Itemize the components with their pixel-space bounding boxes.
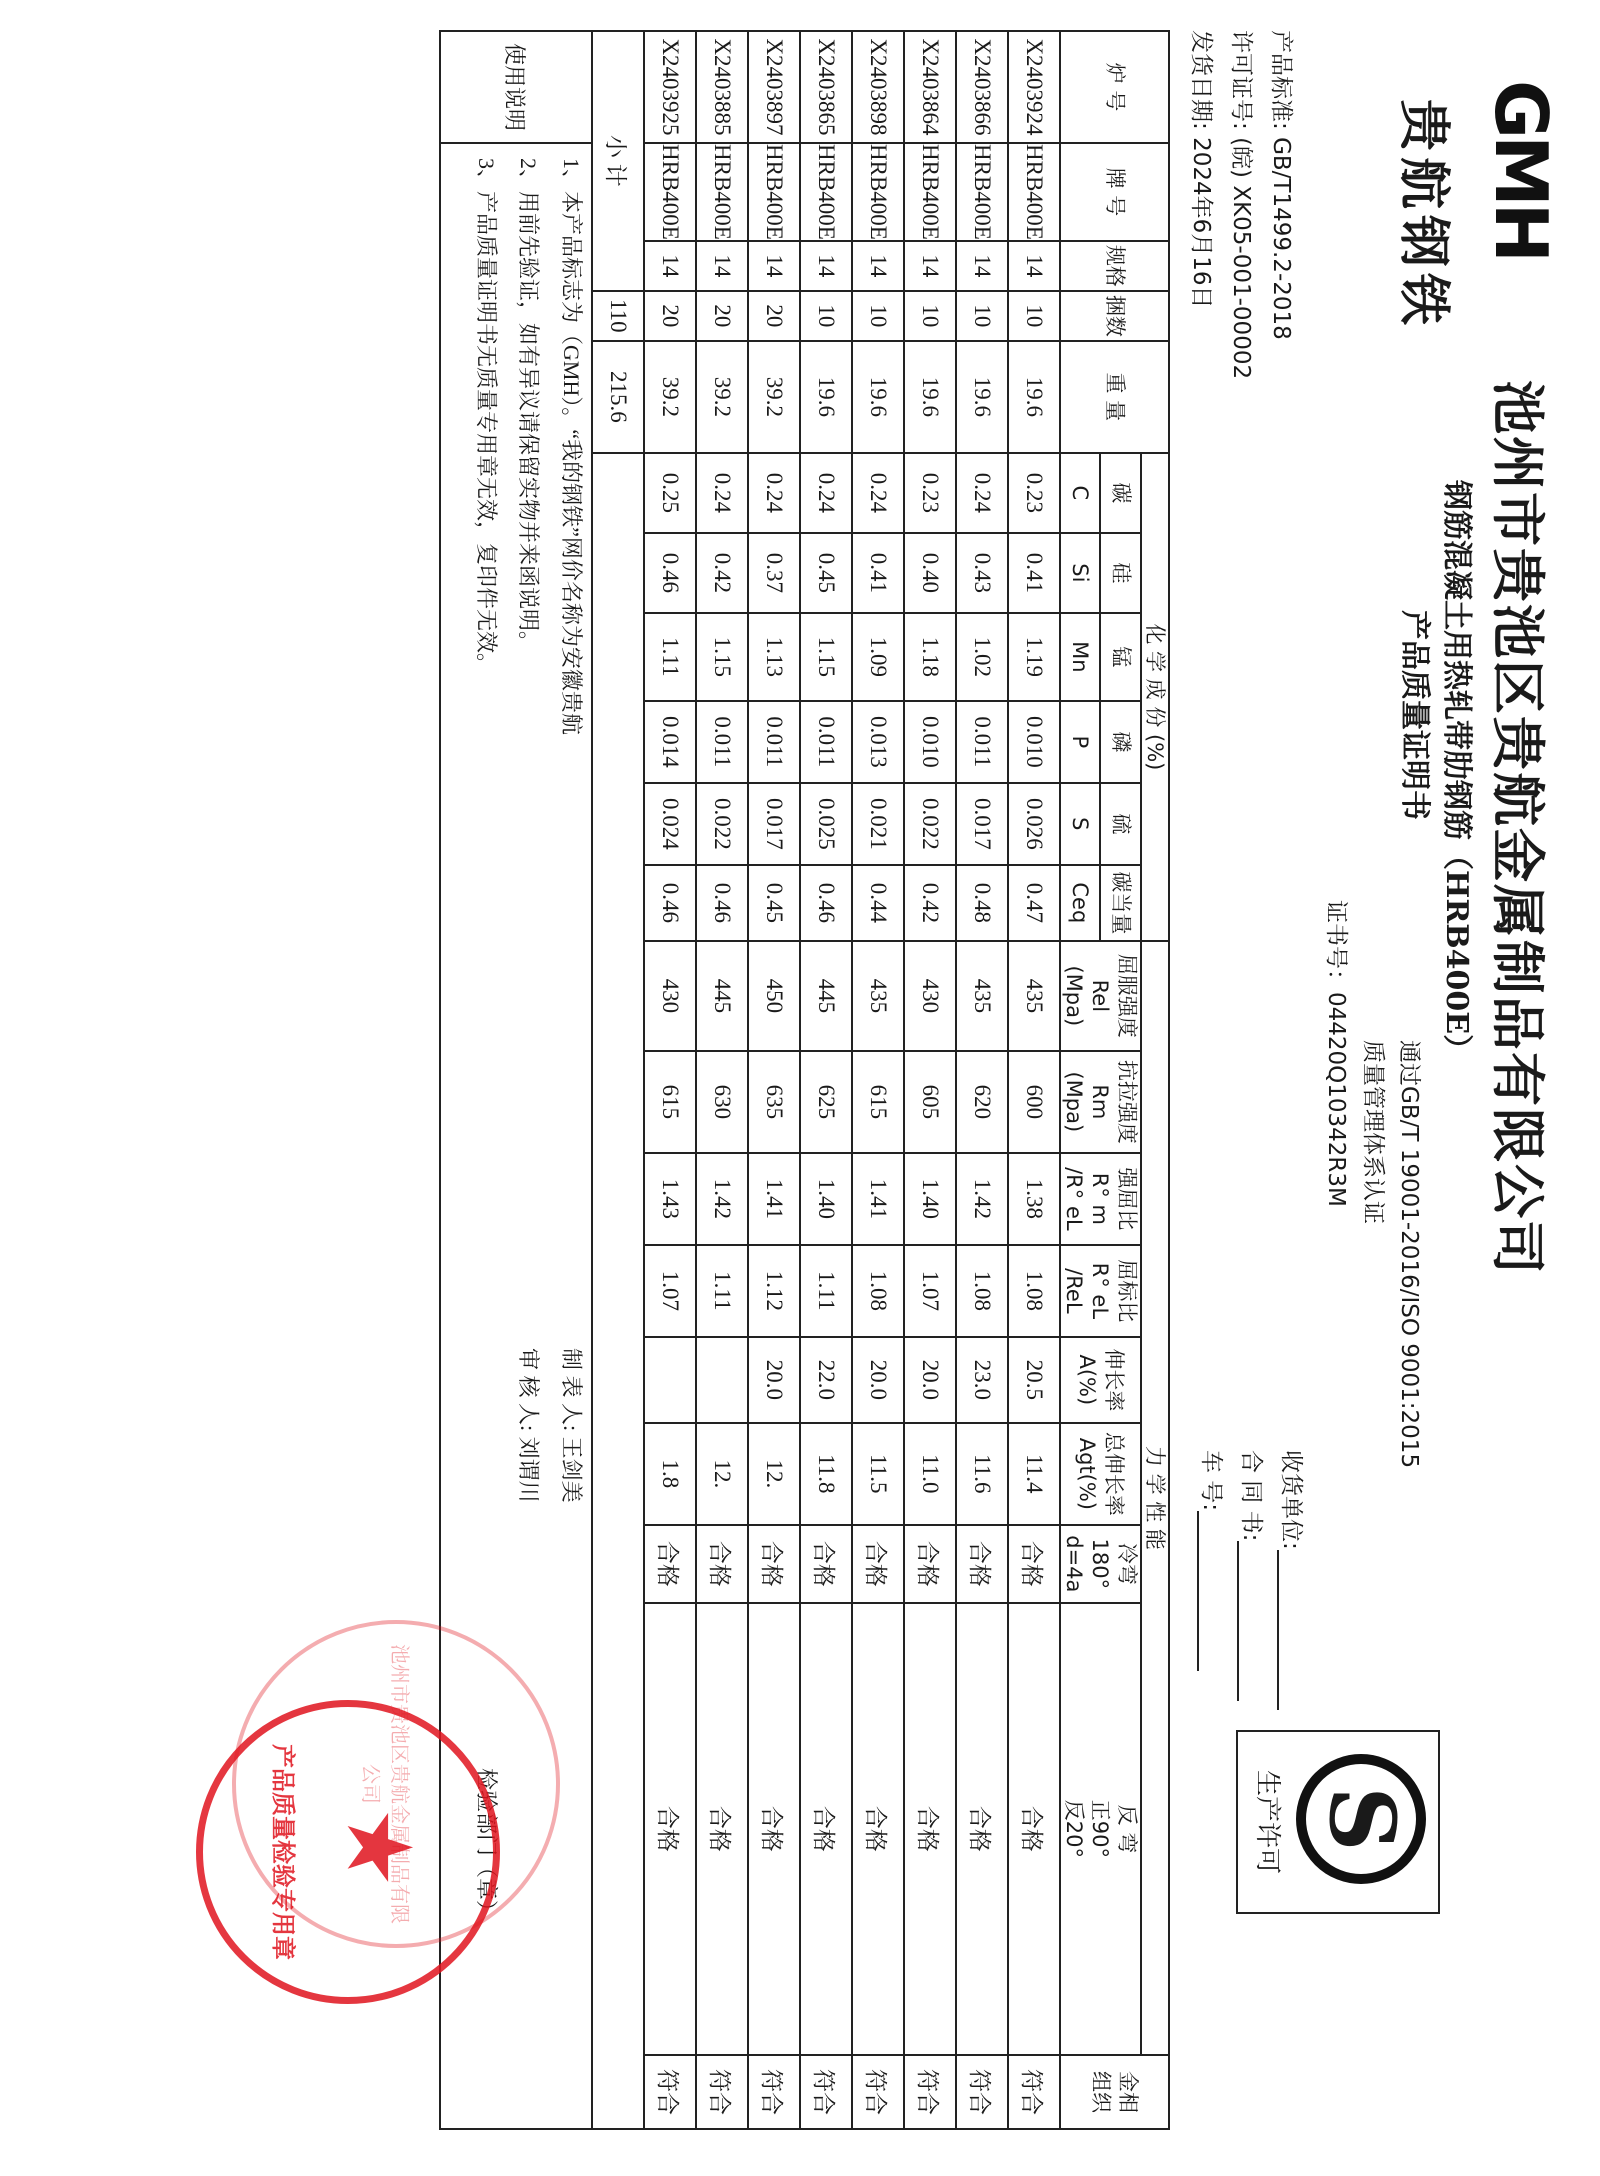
cell-weight: 19.6 xyxy=(1008,341,1060,453)
cell-agt: 11.5 xyxy=(852,1423,904,1525)
cell-bundles: 20 xyxy=(696,291,748,341)
cell-spec: 14 xyxy=(800,241,852,291)
bend-h1: 冷弯 xyxy=(1114,1542,1139,1585)
cell-p: 0.011 xyxy=(748,701,800,783)
a-h1: 伸长率 xyxy=(1101,1348,1126,1412)
maker-label: 制 表 人: xyxy=(559,1348,584,1432)
cell-a: 23.0 xyxy=(956,1337,1008,1423)
cell-ratio: 1.42 xyxy=(956,1153,1008,1245)
cell-agt: 11.4 xyxy=(1008,1423,1060,1525)
col-mn-en: Mn xyxy=(1060,613,1100,701)
cell-p: 0.011 xyxy=(696,701,748,783)
cell-p: 0.013 xyxy=(852,701,904,783)
cell-c: 0.24 xyxy=(800,453,852,533)
cell-furnace: X2403924 xyxy=(1008,31,1060,143)
cell-yield: 1.07 xyxy=(644,1245,696,1337)
yield-h3: /ReL xyxy=(1062,1268,1087,1314)
cell-rm: 625 xyxy=(800,1051,852,1153)
cell-bundles: 10 xyxy=(1008,291,1060,341)
cell-rel: 450 xyxy=(748,941,800,1051)
cell-ratio: 1.41 xyxy=(852,1153,904,1245)
cell-rebend: 合格 xyxy=(1008,1603,1060,2055)
cell-brand: HRB400E xyxy=(904,143,956,241)
cell-mn: 1.19 xyxy=(1008,613,1060,701)
cell-ratio: 1.40 xyxy=(904,1153,956,1245)
cell-brand: HRB400E xyxy=(644,143,696,241)
cell-furnace: X2403865 xyxy=(800,31,852,143)
cell-c: 0.24 xyxy=(748,453,800,533)
cell-p: 0.011 xyxy=(956,701,1008,783)
cell-rm: 600 xyxy=(1008,1051,1060,1153)
rm-h2: Rm xyxy=(1088,1084,1113,1120)
cell-rm: 630 xyxy=(696,1051,748,1153)
col-rel xyxy=(1060,941,1141,1051)
rebend-h2: 正90° xyxy=(1088,1799,1113,1859)
col-rebend xyxy=(1060,1603,1141,2055)
cell-metal: 符合 xyxy=(696,2055,748,2129)
contract-row xyxy=(1237,1450,1270,1701)
company-logo xyxy=(1393,80,1566,350)
vehicle-label: 车 号: xyxy=(1198,1450,1224,1512)
qs-icon: S xyxy=(1296,1754,1426,1884)
cell-furnace: X2403898 xyxy=(852,31,904,143)
cell-furnace: X2403864 xyxy=(904,31,956,143)
cell-rebend: 合格 xyxy=(748,1603,800,2055)
cell-brand: HRB400E xyxy=(696,143,748,241)
col-s-en: S xyxy=(1060,783,1100,865)
cell-s: 0.022 xyxy=(696,783,748,865)
cell-a xyxy=(696,1337,748,1423)
table-row xyxy=(956,31,1008,2129)
yield-h2: R° eL xyxy=(1088,1262,1113,1320)
cell-rebend: 合格 xyxy=(852,1603,904,2055)
cell-c: 0.23 xyxy=(1008,453,1060,533)
cell-furnace: X2403866 xyxy=(956,31,1008,143)
cell-ratio: 1.40 xyxy=(800,1153,852,1245)
table-row xyxy=(748,31,800,2129)
cell-si: 0.41 xyxy=(1008,533,1060,613)
cell-weight: 19.6 xyxy=(904,341,956,453)
cell-bend: 合格 xyxy=(748,1525,800,1603)
cell-metal: 符合 xyxy=(644,2055,696,2129)
standard-label: 产品标准: xyxy=(1268,30,1294,130)
col-bundles: 捆数 xyxy=(1060,291,1169,341)
cell-furnace: X2403925 xyxy=(644,31,696,143)
cell-a: 22.0 xyxy=(800,1337,852,1423)
consignee-label: 收货单位: xyxy=(1278,1450,1304,1550)
cell-s: 0.022 xyxy=(904,783,956,865)
table-row xyxy=(1008,31,1060,2129)
cell-mn: 1.11 xyxy=(644,613,696,701)
seal-text: 池州市贵池区贵航金属制品有限公司 xyxy=(359,1644,412,1924)
ratio-h1: 强屈比 xyxy=(1114,1167,1139,1231)
cell-bundles: 10 xyxy=(904,291,956,341)
cell-brand: HRB400E xyxy=(800,143,852,241)
cell-ceq: 0.44 xyxy=(852,865,904,941)
col-c: 碳 xyxy=(1100,453,1140,533)
cell-bundles: 10 xyxy=(956,291,1008,341)
table-row xyxy=(644,31,696,2129)
cell-mn: 1.18 xyxy=(904,613,956,701)
cell-rm: 615 xyxy=(644,1051,696,1153)
col-chem-group: 化 学 成 份 (%) xyxy=(1141,453,1169,941)
cell-a xyxy=(644,1337,696,1423)
col-p-en: P xyxy=(1060,701,1100,783)
cell-metal: 符合 xyxy=(1008,2055,1060,2129)
maker-name: 王剑美 xyxy=(559,1436,584,1503)
cell-yield: 1.07 xyxy=(904,1245,956,1337)
cell-metal: 符合 xyxy=(800,2055,852,2129)
contract-label: 合 同 书: xyxy=(1238,1450,1264,1542)
consignee-row xyxy=(1277,1450,1310,1710)
cell-ratio: 1.41 xyxy=(748,1153,800,1245)
cell-bundles: 20 xyxy=(644,291,696,341)
cell-mn: 1.09 xyxy=(852,613,904,701)
cell-rel: 430 xyxy=(904,941,956,1051)
cell-rm: 615 xyxy=(852,1051,904,1153)
cell-s: 0.026 xyxy=(1008,783,1060,865)
cell-rebend: 合格 xyxy=(696,1603,748,2055)
cell-agt: 11.0 xyxy=(904,1423,956,1525)
cell-rel: 435 xyxy=(956,941,1008,1051)
rel-h1: 屈服强度 xyxy=(1114,953,1139,1038)
cell-brand: HRB400E xyxy=(748,143,800,241)
cell-weight: 39.2 xyxy=(748,341,800,453)
cell-rebend: 合格 xyxy=(644,1603,696,2055)
cell-ceq: 0.46 xyxy=(644,865,696,941)
col-ratio xyxy=(1060,1153,1141,1245)
metal-h2: 组织 xyxy=(1089,2071,1114,2113)
bend-h2: 180° xyxy=(1088,1538,1113,1590)
cell-bundles: 20 xyxy=(748,291,800,341)
cell-mn: 1.15 xyxy=(800,613,852,701)
cell-si: 0.40 xyxy=(904,533,956,613)
ratio-h3: /R° eL xyxy=(1062,1167,1087,1231)
cell-si: 0.45 xyxy=(800,533,852,613)
product-title: 钢筋混凝土用热轧带肋钢筋（HRB400E） xyxy=(1439,480,1474,1065)
cell-p: 0.010 xyxy=(904,701,956,783)
col-spec: 规格 xyxy=(1060,241,1169,291)
date-label: 发货日期: xyxy=(1188,30,1214,130)
agt-h1: 总伸长率 xyxy=(1101,1431,1126,1516)
col-si: 硅 xyxy=(1100,533,1140,613)
qs-caption: 生产许可 xyxy=(1252,1769,1282,1874)
subtotal-bundles: 110 xyxy=(592,291,644,341)
rel-h3: (Mpa) xyxy=(1062,965,1087,1027)
reviewer-name: 刘谓川 xyxy=(516,1436,542,1503)
agt-h2: Agt(%) xyxy=(1075,1437,1100,1510)
col-bend xyxy=(1060,1525,1141,1603)
cell-si: 0.43 xyxy=(956,533,1008,613)
subtotal-label: 小 计 xyxy=(592,31,644,291)
cell-rebend: 合格 xyxy=(956,1603,1008,2055)
cert-line: 通过GB/T 19001-2016/ISO 9001:2015 xyxy=(1396,1040,1422,1469)
cell-spec: 14 xyxy=(1008,241,1060,291)
cell-ceq: 0.47 xyxy=(1008,865,1060,941)
subtotal-weight: 215.6 xyxy=(592,341,644,453)
cell-yield: 1.08 xyxy=(956,1245,1008,1337)
col-weight: 重 量 xyxy=(1060,341,1169,453)
cell-brand: HRB400E xyxy=(852,143,904,241)
col-a xyxy=(1060,1337,1141,1423)
cell-si: 0.37 xyxy=(748,533,800,613)
cell-a: 20.0 xyxy=(852,1337,904,1423)
cell-weight: 39.2 xyxy=(696,341,748,453)
cell-rm: 620 xyxy=(956,1051,1008,1153)
cell-brand: HRB400E xyxy=(1008,143,1060,241)
maker-row xyxy=(556,1348,585,2114)
cell-weight: 19.6 xyxy=(956,341,1008,453)
cell-spec: 14 xyxy=(852,241,904,291)
cell-agt: 11.6 xyxy=(956,1423,1008,1525)
cell-c: 0.24 xyxy=(956,453,1008,533)
cell-mn: 1.02 xyxy=(956,613,1008,701)
cell-rm: 605 xyxy=(904,1051,956,1153)
col-p: 磷 xyxy=(1100,701,1140,783)
cell-spec: 14 xyxy=(956,241,1008,291)
note-3: 3、产品质量证明书无质量专用章无效，复印件无效。 xyxy=(473,158,499,676)
rel-h2: Rel xyxy=(1088,979,1113,1013)
cell-bend: 合格 xyxy=(644,1525,696,1603)
cell-bend: 合格 xyxy=(800,1525,852,1603)
col-brand: 牌 号 xyxy=(1060,143,1169,241)
license-label: 许可证号: xyxy=(1228,30,1254,130)
table-row xyxy=(800,31,852,2129)
cell-rebend: 合格 xyxy=(904,1603,956,2055)
cert-number: 证书号：04420Q10342R3M xyxy=(1323,900,1349,1207)
cell-rel: 435 xyxy=(1008,941,1060,1051)
bend-h3: d=4a xyxy=(1062,1535,1087,1593)
standard-row xyxy=(1267,30,1300,340)
cell-mn: 1.13 xyxy=(748,613,800,701)
logo-text: 贵航钢铁 xyxy=(1393,98,1453,331)
cell-s: 0.021 xyxy=(852,783,904,865)
col-yield xyxy=(1060,1245,1141,1337)
cell-spec: 14 xyxy=(748,241,800,291)
rebend-h1: 反 弯 xyxy=(1114,1804,1139,1854)
ratio-h2: R° m xyxy=(1088,1172,1113,1225)
col-furnace: 炉 号 xyxy=(1060,31,1169,143)
cell-s: 0.017 xyxy=(748,783,800,865)
company-name: 池州市贵池区贵航金属制品有限公司 xyxy=(1486,380,1550,1276)
cell-yield: 1.08 xyxy=(852,1245,904,1337)
cell-c: 0.23 xyxy=(904,453,956,533)
cell-agt: 11.8 xyxy=(800,1423,852,1525)
cell-agt: 12. xyxy=(748,1423,800,1525)
cell-spec: 14 xyxy=(696,241,748,291)
metal-h1: 金相 xyxy=(1115,2071,1140,2113)
cell-bend: 合格 xyxy=(904,1525,956,1603)
cell-ceq: 0.46 xyxy=(696,865,748,941)
cell-yield: 1.11 xyxy=(696,1245,748,1337)
a-h2: A(%) xyxy=(1075,1354,1100,1406)
cell-rel: 430 xyxy=(644,941,696,1051)
cell-bundles: 10 xyxy=(852,291,904,341)
standard-value: GB/T1499.2-2018 xyxy=(1268,137,1294,340)
logo-mark: GMH xyxy=(1479,80,1563,260)
cell-s: 0.024 xyxy=(644,783,696,865)
cell-bend: 合格 xyxy=(696,1525,748,1603)
vehicle-row xyxy=(1197,1450,1230,1671)
cell-agt: 1.8 xyxy=(644,1423,696,1525)
date-row xyxy=(1187,30,1220,309)
cell-a: 20.0 xyxy=(904,1337,956,1423)
dept-label: 检验部门（章） xyxy=(473,1768,499,1923)
cell-spec: 14 xyxy=(644,241,696,291)
cell-p: 0.014 xyxy=(644,701,696,783)
cell-yield: 1.12 xyxy=(748,1245,800,1337)
license-row xyxy=(1227,30,1260,379)
col-mech-group: 力 学 性 能 xyxy=(1141,941,1169,2055)
cell-yield: 1.11 xyxy=(800,1245,852,1337)
cell-weight: 19.6 xyxy=(800,341,852,453)
cell-p: 0.011 xyxy=(800,701,852,783)
cell-metal: 符合 xyxy=(904,2055,956,2129)
table-row xyxy=(696,31,748,2129)
cert-line-2: 质量管理体系认证 xyxy=(1360,1040,1386,1224)
stamp-text: 产品质量检验专用章 xyxy=(269,1744,297,1960)
cell-a: 20.0 xyxy=(748,1337,800,1423)
cell-rel: 445 xyxy=(800,941,852,1051)
cell-si: 0.42 xyxy=(696,533,748,613)
cell-bend: 合格 xyxy=(956,1525,1008,1603)
cell-p: 0.010 xyxy=(1008,701,1060,783)
rm-h1: 抗拉强度 xyxy=(1114,1059,1139,1144)
subtotal-row xyxy=(592,31,644,2129)
qs-license-mark xyxy=(1236,1730,1440,1914)
reviewer-label: 审 核 人: xyxy=(516,1348,542,1432)
cell-si: 0.41 xyxy=(852,533,904,613)
col-rm xyxy=(1060,1051,1141,1153)
cell-rel: 445 xyxy=(696,941,748,1051)
cell-rm: 635 xyxy=(748,1051,800,1153)
note-1: 1、本产品标志为（GMH）。“我的钢铁”网价名称为安徽贵航 xyxy=(559,158,584,735)
col-s: 硫 xyxy=(1100,783,1140,865)
cell-rebend: 合格 xyxy=(800,1603,852,2055)
cell-c: 0.25 xyxy=(644,453,696,533)
cell-bend: 合格 xyxy=(852,1525,904,1603)
col-c-en: C xyxy=(1060,453,1100,533)
cell-furnace: X2403885 xyxy=(696,31,748,143)
inspection-stamp xyxy=(196,1700,500,2004)
cell-a: 20.5 xyxy=(1008,1337,1060,1423)
cell-ceq: 0.42 xyxy=(904,865,956,941)
cell-furnace: X2403897 xyxy=(748,31,800,143)
cell-c: 0.24 xyxy=(696,453,748,533)
col-ceq-en: Ceq xyxy=(1060,865,1100,941)
cell-weight: 19.6 xyxy=(852,341,904,453)
cell-ceq: 0.45 xyxy=(748,865,800,941)
col-si-en: Si xyxy=(1060,533,1100,613)
cell-ratio: 1.42 xyxy=(696,1153,748,1245)
table-row xyxy=(852,31,904,2129)
cell-metal: 符合 xyxy=(748,2055,800,2129)
col-metal xyxy=(1060,2055,1169,2129)
cell-metal: 符合 xyxy=(956,2055,1008,2129)
col-ceq: 碳当量 xyxy=(1100,865,1140,941)
license-value: (皖) XK05-001-00002 xyxy=(1228,137,1254,380)
cell-ratio: 1.38 xyxy=(1008,1153,1060,1245)
cell-agt: 12. xyxy=(696,1423,748,1525)
rm-h3: (Mpa) xyxy=(1062,1071,1087,1133)
cell-s: 0.025 xyxy=(800,783,852,865)
notes-label: 使用说明 xyxy=(440,31,592,143)
cell-c: 0.24 xyxy=(852,453,904,533)
cell-rel: 435 xyxy=(852,941,904,1051)
cell-si: 0.46 xyxy=(644,533,696,613)
cell-bend: 合格 xyxy=(1008,1525,1060,1603)
table-row xyxy=(904,31,956,2129)
cell-ceq: 0.48 xyxy=(956,865,1008,941)
cell-ceq: 0.46 xyxy=(800,865,852,941)
cell-s: 0.017 xyxy=(956,783,1008,865)
cell-ratio: 1.43 xyxy=(644,1153,696,1245)
cell-weight: 39.2 xyxy=(644,341,696,453)
cell-bundles: 10 xyxy=(800,291,852,341)
doc-title: 产品质量证明书 xyxy=(1397,610,1432,820)
cell-spec: 14 xyxy=(904,241,956,291)
cell-yield: 1.08 xyxy=(1008,1245,1060,1337)
header-row-1 xyxy=(1141,31,1169,2129)
star-icon: ★ xyxy=(326,1807,431,1888)
yield-h1: 屈标比 xyxy=(1114,1259,1139,1323)
cell-brand: HRB400E xyxy=(956,143,1008,241)
col-mn: 锰 xyxy=(1100,613,1140,701)
cell-metal: 符合 xyxy=(852,2055,904,2129)
cell-mn: 1.15 xyxy=(696,613,748,701)
col-agt xyxy=(1060,1423,1141,1525)
note-2: 2、用前先验证，如有异议请保留实物并来函说明。 xyxy=(516,158,542,654)
date-value: 2024年6月16日 xyxy=(1188,137,1214,309)
rebend-h3: 反20° xyxy=(1062,1799,1087,1859)
